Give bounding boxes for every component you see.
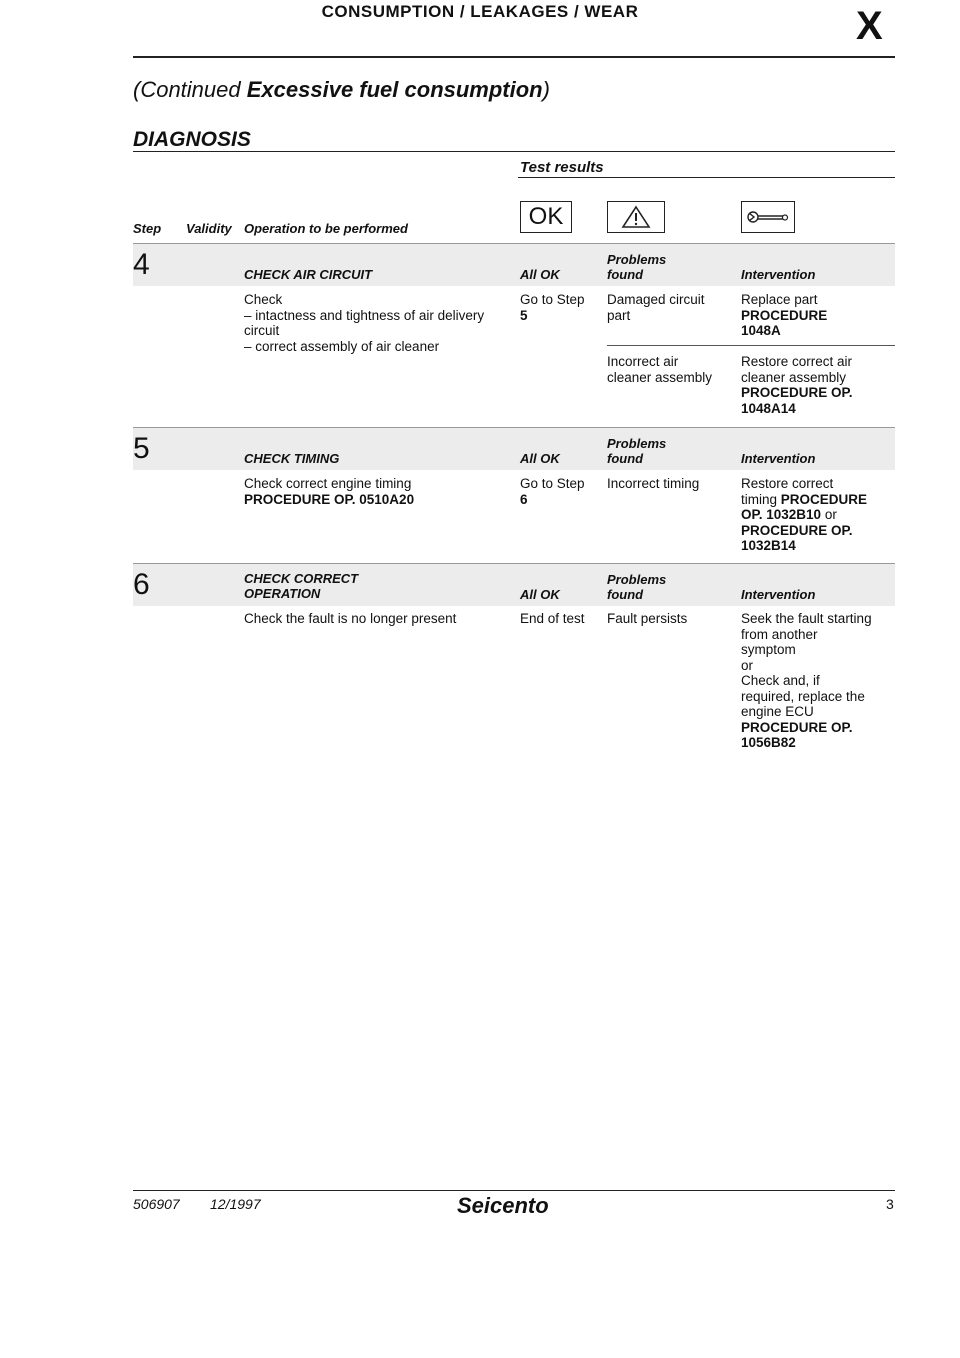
page-number: 3 bbox=[886, 1196, 894, 1212]
step-4-ok-result: Go to Step 5 bbox=[520, 292, 585, 323]
step-4-number: 4 bbox=[133, 248, 150, 281]
step-6-number: 6 bbox=[133, 568, 150, 601]
ok-label: OK bbox=[528, 203, 564, 230]
section-letter: X bbox=[856, 4, 883, 48]
step-6-operation: Check the fault is no longer present bbox=[244, 611, 457, 626]
section-title: DIAGNOSIS bbox=[133, 128, 251, 151]
step-5-ok-result: Go to Step 6 bbox=[520, 476, 585, 507]
step-5-all-ok: All OK bbox=[520, 451, 560, 466]
column-operation: Operation to be performed bbox=[244, 221, 408, 236]
footer-rule bbox=[133, 1190, 895, 1191]
step-5-problem-1: Incorrect timing bbox=[607, 476, 700, 491]
step-6-intervention-1: Seek the fault starting from another symptom or Check and, if required, replace the engine ECU PROCEDURE OP. 1056B82 bbox=[741, 611, 872, 750]
column-step: Step bbox=[133, 221, 162, 236]
step-4-title: CHECK AIR CIRCUIT bbox=[244, 267, 373, 282]
step-6-intervention-label: Intervention bbox=[741, 587, 816, 602]
continued-title: (Continued Excessive fuel consumption) bbox=[133, 77, 550, 102]
step-4-problem-2: Incorrect air cleaner assembly bbox=[607, 354, 713, 385]
footer-brand: Seicento bbox=[457, 1193, 549, 1218]
step-6-title: CHECK CORRECT OPERATION bbox=[244, 571, 359, 601]
step-4-intervention-2: Restore correct air cleaner assembly PROCEDURE OP. 1048A14 bbox=[741, 354, 853, 416]
diagnosis-rule bbox=[133, 151, 895, 152]
step-4-intervention-label: Intervention bbox=[741, 267, 816, 282]
step-5-intervention-1: Restore correct timing PROCEDURE OP. 1032B10 or PROCEDURE OP. 1032B14 bbox=[741, 476, 868, 553]
wrench-box bbox=[741, 201, 795, 233]
step-4-problems-label: Problems found bbox=[607, 252, 667, 282]
step-5-title: CHECK TIMING bbox=[244, 451, 340, 466]
step-4-intervention-1: Replace part PROCEDURE 1048A bbox=[741, 292, 828, 338]
ok-box bbox=[520, 201, 572, 233]
page-header-title: CONSUMPTION / LEAKAGES / WEAR bbox=[321, 2, 639, 21]
step-5-operation: Check correct engine timing PROCEDURE OP. 0510A20 bbox=[244, 476, 415, 507]
footer-date: 12/1997 bbox=[210, 1196, 261, 1212]
step-6-problems-label: Problems found bbox=[607, 572, 667, 602]
step-4-problem-1: Damaged circuit part bbox=[607, 292, 705, 323]
warning-icon bbox=[621, 205, 651, 229]
wrench-icon bbox=[745, 208, 791, 226]
header-rule bbox=[133, 56, 895, 58]
step-5-intervention-label: Intervention bbox=[741, 451, 816, 466]
step-4-operation: Check – intactness and tightness of air delivery circuit – correct assembly of air cleaner bbox=[244, 292, 485, 354]
step-6-problem-1: Fault persists bbox=[607, 611, 688, 626]
footer-doc-number: 506907 bbox=[133, 1196, 180, 1212]
test-results-rule bbox=[518, 177, 895, 178]
step-5-number: 5 bbox=[133, 432, 150, 465]
step-4-divider bbox=[607, 345, 895, 346]
step-4-all-ok: All OK bbox=[520, 267, 560, 282]
step-6-ok-result: End of test bbox=[520, 611, 585, 626]
test-results-label: Test results bbox=[520, 159, 604, 176]
warning-box bbox=[607, 201, 665, 233]
column-validity: Validity bbox=[186, 221, 232, 236]
step-5-problems-label: Problems found bbox=[607, 436, 667, 466]
step-6-all-ok: All OK bbox=[520, 587, 560, 602]
